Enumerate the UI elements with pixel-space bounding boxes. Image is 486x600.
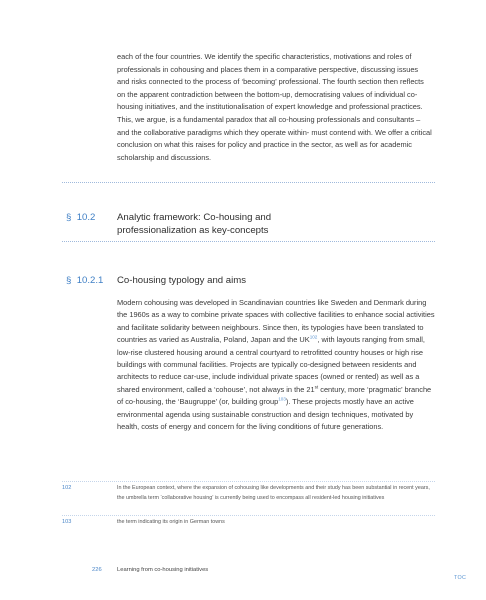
footnote-ref-102[interactable]: 102 — [309, 334, 318, 340]
subsection-symbol: § — [66, 275, 72, 286]
section-symbol: § — [66, 212, 72, 223]
running-footer-title: Learning from co-housing initiatives — [117, 567, 209, 573]
footnote-ref-103[interactable]: 103 — [278, 396, 286, 402]
intro-paragraph — [117, 51, 432, 164]
page-number: 226 — [92, 567, 102, 573]
body-part-4: ). These projects mostly have an active environmental agenda using sustainable construction and design techniques, motivated by health, costs of energy and concern for the living conditions of future generations. — [117, 397, 414, 432]
section-title-10-2-1: Co-housing typology and aims — [117, 275, 247, 286]
footnote-text-103: the term indicating its origin in German towns — [117, 519, 225, 525]
body-text — [117, 297, 435, 433]
body-part-3: century, more ‘pragmatic’ branche of co-housing, the ‘Baugruppe’ (or, building group — [117, 384, 432, 407]
body-part-1: Modern cohousing was developed in Scandinavian countries like Sweden and Denmark during the 1960s as a way to combine private spaces with collective facilities to enhance social activities and facilitate solidarity between neighbours. Since then, its typologies have been translated to countries as varied as Australia, Poland, Japan and the UK — [117, 298, 435, 345]
section-divider-bottom — [62, 241, 435, 242]
section-divider-top — [62, 182, 435, 183]
section-number: 10.2 — [76, 212, 96, 223]
section-number-10-2-1 — [66, 275, 103, 286]
section-number-10-2 — [66, 212, 95, 223]
intro-text: each of the four countries. We identify the specific characteristics, motivations and roles of professionals in cohousing and places them in a comparative perspective, discussing issues and risks connected to the process of ‘becoming’ professional. The fourth section then reflects on the apparent contradiction between the bottom-up, democratising values of individual co-housing initiatives, and the institutionalisation of expert knowledge and professional practices. This, we argue, is a fundamental paradox that all co-housing professionals and consultants – and the collaborative paradigms which they operate within- must contend with. We offer a critical conclusion on what this raises for policy and practice in the sector, as well as for academic scholarship and discussions. — [117, 52, 432, 162]
subsection-number: 10.2.1 — [76, 275, 104, 286]
body-part-2: , with layouts ranging from small, low-rise clustered housing around a central courtyard to retrofitted country houses or high rise buildings with communal facilities. Projects are typically co-designed between residents and architects to reduce car-use, include individual private spaces (owned or rented) as well as a shared environment, called a ‘cohouse’, not always in the 21 — [117, 335, 425, 394]
footnote-number-103: 103 — [62, 519, 72, 525]
footnote-divider-2 — [62, 515, 435, 516]
footnote-number-102: 102 — [62, 485, 72, 491]
footnote-text-102: In the European context, where the expansion of cohousing like developments and their study has been substantial in recent years, the umbrella term ‘collaborative housing’ is currently being used to encompass all resident-led housing initiatives — [117, 485, 430, 502]
ordinal-suffix: st — [314, 384, 319, 390]
body-paragraph — [117, 297, 435, 433]
toc-link[interactable]: TOC — [454, 575, 467, 581]
footnote-divider-1 — [62, 481, 435, 482]
section-title-10-2: Analytic framework: Co-housing and professionalization as key-concepts — [117, 212, 272, 236]
